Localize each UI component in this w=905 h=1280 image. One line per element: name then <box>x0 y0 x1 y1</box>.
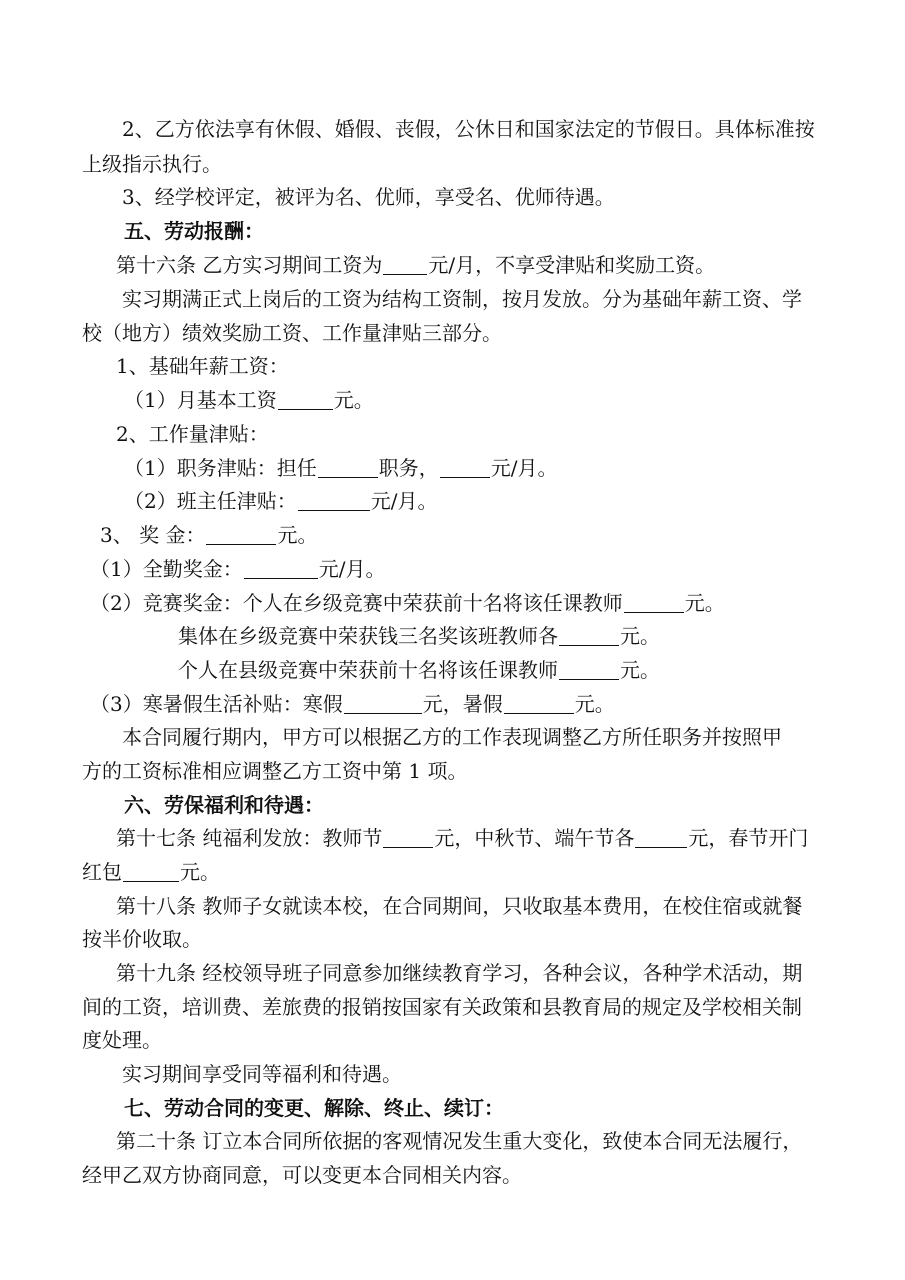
paragraph-line <box>122 114 815 144</box>
paragraph-line <box>116 351 289 381</box>
text: 元。 <box>574 692 615 716</box>
paragraph-line <box>90 689 615 719</box>
text: 2、乙方依法享有休假、婚假、丧假，公休日和国家法定的节假日。具体标准按 <box>122 117 815 141</box>
fill-blank <box>298 490 370 511</box>
text: 度处理。 <box>82 1028 162 1052</box>
text: 元。 <box>684 591 725 615</box>
fill-blank <box>383 254 427 275</box>
text: 上级指示执行。 <box>82 152 222 176</box>
text: 2、工作量津贴： <box>116 422 269 446</box>
paragraph-line <box>122 182 615 212</box>
fill-blank <box>559 625 619 646</box>
paragraph-line <box>82 1160 522 1190</box>
text: 间的工资，培训费、差旅费的报销按国家有关政策和县教育局的规定及学校相关制 <box>82 995 802 1019</box>
text: （2）竞赛奖金：个人在乡级竞赛中荣获前十名将该任课教师 <box>90 591 623 615</box>
text: 第十七条 纯福利发放：教师节 <box>116 826 383 850</box>
text: （1）职务津贴：担任 <box>124 456 317 480</box>
text: 第十九条 经校领导班子同意参加继续教育学习，各种会议，各种学术活动，期 <box>116 961 803 985</box>
text: 按半价收取。 <box>82 927 202 951</box>
text: （1）全勤奖金： <box>90 557 243 581</box>
section-heading <box>124 790 324 820</box>
heading-text: 七、劳动合同的变更、解除、终止、续订： <box>124 1096 504 1120</box>
text: 元/月。 <box>490 456 558 480</box>
paragraph-line <box>122 284 802 314</box>
paragraph-line <box>82 857 220 887</box>
paragraph-line <box>124 453 557 483</box>
text: 元。 <box>620 624 660 648</box>
text: 职务， <box>378 456 439 480</box>
text: 第十六条 乙方实习期间工资为 <box>116 253 383 277</box>
paragraph-line <box>90 554 385 584</box>
paragraph-line <box>178 655 660 685</box>
text: 元/月。 <box>370 489 438 513</box>
paragraph-line <box>100 520 317 550</box>
paragraph-line <box>122 1059 402 1089</box>
text: 元。 <box>277 523 318 547</box>
section-heading <box>124 216 264 246</box>
text: 元/月。 <box>318 557 386 581</box>
paragraph-line <box>82 149 222 179</box>
paragraph-line <box>124 486 437 516</box>
paragraph-line <box>116 419 269 449</box>
fill-blank <box>624 592 684 613</box>
text: 实习期间享受同等福利和待遇。 <box>122 1062 402 1086</box>
text: 集体在乡级竞赛中荣获钱三名奖该班教师各 <box>178 624 558 648</box>
paragraph-line <box>116 891 802 921</box>
text: 3、 奖 金： <box>100 523 206 547</box>
paragraph-line <box>116 1126 802 1156</box>
section-heading <box>124 1093 504 1123</box>
paragraph-line <box>82 318 502 348</box>
paragraph-line <box>82 1025 162 1055</box>
text: 元。 <box>180 860 220 884</box>
fill-blank <box>559 659 619 680</box>
paragraph-line <box>122 722 782 752</box>
fill-blank <box>504 693 574 714</box>
heading-text: 六、劳保福利和待遇： <box>124 793 324 817</box>
text: 3、经学校评定，被评为名、优师，享受名、优师待遇。 <box>122 185 615 209</box>
text: 元，春节开门 <box>688 826 809 850</box>
paragraph-line <box>82 756 467 786</box>
text: 第十八条 教师子女就读本校，在合同期间，只收取基本费用，在校住宿或就餐 <box>116 894 803 918</box>
fill-blank <box>206 524 276 545</box>
text: 实习期满正式上岗后的工资为结构工资制，按月发放。分为基础年薪工资、学 <box>122 287 802 311</box>
text: 元/月，不享受津贴和奖励工资。 <box>428 253 716 277</box>
paragraph-line <box>116 958 802 988</box>
text: 第二十条 订立本合同所依据的客观情况发生重大变化，致使本合同无法履行， <box>116 1129 803 1153</box>
text: 经甲乙双方协商同意，可以变更本合同相关内容。 <box>82 1163 522 1187</box>
paragraph-line <box>116 823 808 853</box>
text: 红包 <box>82 860 122 884</box>
text: 元，中秋节、端午节各 <box>434 826 635 850</box>
fill-blank <box>123 861 179 882</box>
fill-blank <box>440 457 490 478</box>
heading-text: 五、劳动报酬： <box>124 219 264 243</box>
fill-blank <box>383 827 433 848</box>
fill-blank <box>318 457 378 478</box>
fill-blank <box>244 558 318 579</box>
text: 元，暑假 <box>422 692 503 716</box>
text: （1）月基本工资 <box>124 388 277 412</box>
paragraph-line <box>82 992 802 1022</box>
text: 校（地方）绩效奖励工资、工作量津贴三部分。 <box>82 321 502 345</box>
text: 元。 <box>333 388 374 412</box>
text: 1、基础年薪工资： <box>116 354 289 378</box>
text: （3）寒暑假生活补贴：寒假 <box>90 692 343 716</box>
fill-blank <box>635 827 687 848</box>
paragraph-line <box>82 924 202 954</box>
paragraph-line <box>124 385 374 415</box>
text: 方的工资标准相应调整乙方工资中第 1 项。 <box>82 759 468 783</box>
text: 个人在县级竞赛中荣获前十名将该任课教师 <box>178 658 558 682</box>
paragraph-line <box>178 621 660 651</box>
paragraph-line <box>90 588 725 618</box>
text: （2）班主任津贴： <box>124 489 297 513</box>
text: 本合同履行期内，甲方可以根据乙方的工作表现调整乙方所任职务并按照甲 <box>122 725 782 749</box>
text: 元。 <box>620 658 660 682</box>
fill-blank <box>344 693 422 714</box>
fill-blank <box>278 389 333 410</box>
paragraph-line <box>116 250 715 280</box>
